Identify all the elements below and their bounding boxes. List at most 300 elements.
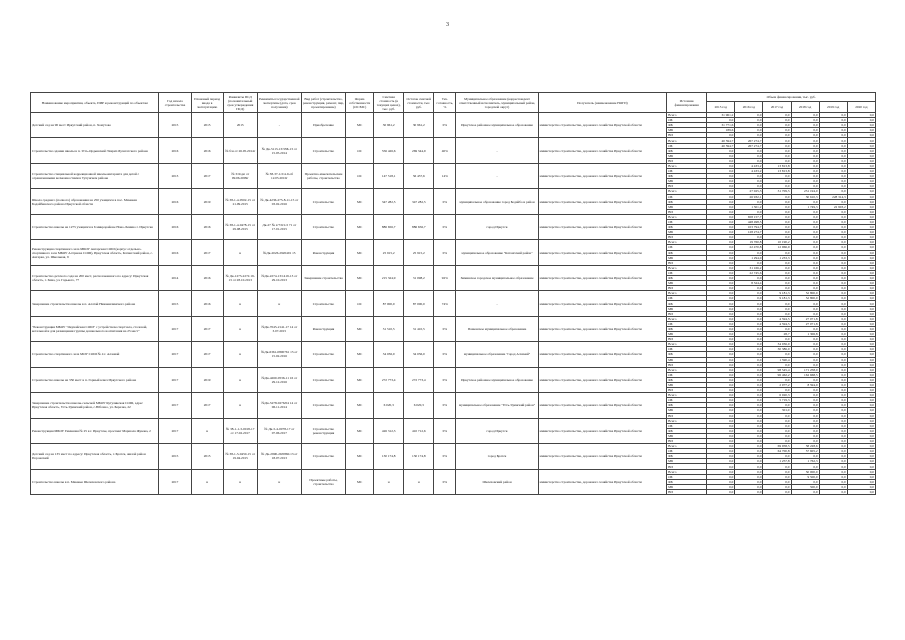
estimate-cost: 6 020,3 [374,393,404,418]
amount-cell: 0,0 [819,357,847,362]
remaining-cost: 347 282,5 [404,189,434,214]
amount-cell: 30 386,0 [763,347,791,352]
amount-cell: 171 258,0 [791,367,819,372]
amount-cell: 0,0 [791,464,819,469]
amount-cell: 0,0 [791,377,819,382]
funding-source: ВИ [667,311,707,316]
psd-details: н [223,240,257,265]
remaining-cost: 56 437,6 [404,163,434,188]
expertise-details: №Дк-6361-0800761 15 от 15.02.2016 [257,342,301,367]
municipality: город Иркутск [456,418,538,443]
municipality: город Братск [456,444,538,469]
amount-cell: 0,0 [791,169,819,174]
amount-cell: 0,0 [791,403,819,408]
remaining-cost: 34 036,0 [404,342,434,367]
amount-cell: 0,0 [735,408,763,413]
psd-details: № Дк-1275-2274 19-13 от 28.10.2013 [223,265,257,290]
plan-year: 2016 [191,265,223,290]
psd-details: № 38-1-1-3-0018-17 от 17.02.2017 [223,418,257,443]
amount-cell: 0,0 [707,281,735,286]
amount-cell: 13 813,8 [763,163,791,168]
header-year: 2018 год [791,102,819,113]
amount-cell: 0,0 [707,408,735,413]
amount-cell: 0,0 [791,179,819,184]
psd-details: 2015 [223,113,257,138]
amount-cell: 0,0 [735,469,763,474]
amount-cell: 0,0 [707,418,735,423]
funding-source: ВИ [667,158,707,163]
amount-cell: 0,0 [791,311,819,316]
amount-cell: 0,0 [735,301,763,306]
municipality: муниципальное образование "Усть-Удинский район" [456,393,538,418]
remaining-cost: 31 410,5 [404,316,434,341]
amount-cell: 0,0 [791,143,819,148]
funding-source: Всего [667,316,707,321]
table-body [31,113,876,495]
funding-source: ВИ [667,439,707,444]
amount-cell: 0,0 [735,174,763,179]
amount-cell: 0,0 [847,296,875,301]
amount-cell: 0,0 [847,332,875,337]
municipality: муниципальное образование "город Алзамай" [456,342,538,367]
amount-cell: 0,0 [763,265,791,270]
funding-source: МБ [667,484,707,489]
amount-cell: 31 166,2 [735,265,763,270]
amount-cell: 0,0 [791,225,819,230]
funding-source: ВИ [667,184,707,189]
psd-details: н [223,393,257,418]
amount-cell: 0,0 [763,184,791,189]
funding-source: ВИ [667,209,707,214]
amount-cell: 0,0 [847,459,875,464]
customer: министерство строительства, дорожного хозяйства Иркутской области [538,265,666,290]
amount-cell: 0,0 [819,382,847,387]
ownership: МС [346,214,374,239]
amount-cell: 0,0 [763,123,791,128]
header-approval: Реквизиты государственной экспертизы (дата, срок получения) [257,93,301,113]
amount-cell: 0,0 [735,209,763,214]
municipality: Иркутское районное муниципальное образование [456,113,538,138]
amount-cell: 0,0 [707,199,735,204]
municipality: город Иркутск [456,214,538,239]
amount-cell: 0,0 [735,474,763,479]
estimate-cost: 556 426,6 [374,138,404,163]
plan-year: 2015 [191,444,223,469]
amount-cell: 0,0 [847,362,875,367]
work-type: Проектные работы, строительство [301,469,345,494]
amount-cell: 0,0 [707,413,735,418]
amount-cell: 0,0 [819,454,847,459]
project-name: Реконструкция МБОУ Гимназия № 25 в г. Иркутске, проспект Маршала Жукова, 2 [31,418,159,443]
amount-cell: 0,0 [791,184,819,189]
amount-cell: 0,0 [763,423,791,428]
amount-cell: 0,0 [735,148,763,153]
header-cost: Остаток сметной стоимости, тыс. руб. [404,93,434,113]
amount-cell: 0,0 [763,337,791,342]
amount-cell: 0,0 [791,133,819,138]
amount-cell: 58 228,6 [791,444,819,449]
amount-cell: 0,0 [847,174,875,179]
amount-cell: 0,0 [847,347,875,352]
amount-cell: 0,0 [847,194,875,199]
funding-source: ОБ [667,118,707,123]
amount-cell: 0,0 [763,174,791,179]
amount-cell: 0,0 [819,403,847,408]
ownership: МС [346,240,374,265]
amount-cell: 27 071,8 [791,316,819,321]
funding-source: ФБ [667,326,707,331]
amount-cell: 0,0 [791,255,819,260]
amount-cell: 0,0 [819,291,847,296]
start-year: 2015 [159,291,191,316]
start-year: 2016 [159,214,191,239]
amount-cell: 0,0 [819,270,847,275]
amount-cell: 0,0 [735,118,763,123]
funding-source: ФБ [667,148,707,153]
amount-cell: 40 594,7 [707,143,735,148]
amount-cell: 0,0 [735,316,763,321]
municipality: Зиминское городское муниципальное образование [456,265,538,290]
work-type: Приобретение [301,113,345,138]
amount-cell: 658 157,7 [735,214,763,219]
amount-cell: 0,0 [735,428,763,433]
psd-details: № 319-рп от 09.06.2009г [223,163,257,188]
expertise-details: н [257,291,301,316]
project-name: Строительство школы в п. Макавее Шелеховского района [31,469,159,494]
amount-cell: 0,0 [847,219,875,224]
amount-cell: 9 181,3 [763,296,791,301]
estimate-cost: 34 036,0 [374,342,404,367]
plan-year: 2017 [191,342,223,367]
psd-details: № 38-1-5-0450-15 от 19.04.2015 [223,444,257,469]
readiness: 14% [434,163,456,188]
expertise-details: №Дк-4260-0536-11 16 от 29.12.2016 [257,367,301,392]
amount-cell: 0,0 [847,286,875,291]
amount-cell: 0,0 [791,148,819,153]
funding-source: Всего [667,393,707,398]
amount-cell: 0,0 [819,123,847,128]
readiness: 0% [434,316,456,341]
amount-cell: 0,0 [735,398,763,403]
work-type: Строительство [301,138,345,163]
amount-cell: 0,0 [735,418,763,423]
amount-cell: 31 709,5 [763,189,791,194]
amount-cell: 0,0 [819,372,847,377]
funding-source: ФБ [667,225,707,230]
amount-cell: 0,0 [847,382,875,387]
amount-cell: 31 961,2 [707,113,735,118]
amount-cell: 0,0 [707,296,735,301]
amount-cell: 0,0 [791,260,819,265]
amount-cell: 0,0 [763,209,791,214]
amount-cell: 50 000,0 [791,469,819,474]
amount-cell: 0,0 [735,179,763,184]
amount-cell: 0,0 [847,367,875,372]
ownership: МС [346,189,374,214]
amount-cell: 0,0 [735,352,763,357]
amount-cell: 0,0 [763,281,791,286]
amount-cell: 0,0 [735,184,763,189]
amount-cell: 0,0 [791,342,819,347]
customer: министерство строительства, дорожного хозяйства Иркутской области [538,240,666,265]
amount-cell: 0,0 [707,428,735,433]
ownership: МС [346,316,374,341]
amount-cell: 0,0 [791,423,819,428]
amount-cell: 52 800,0 [791,296,819,301]
amount-cell: 0,0 [735,382,763,387]
ownership: ОС [346,291,374,316]
amount-cell: 0,0 [847,377,875,382]
funding-source: МБ [667,433,707,438]
customer: министерство строительства, дорожного хозяйства Иркутской области [538,367,666,392]
amount-cell: 0,0 [819,240,847,245]
amount-cell: 0,0 [819,408,847,413]
amount-cell: 0,0 [707,454,735,459]
amount-cell: 0,0 [819,418,847,423]
amount-cell: 0,0 [707,311,735,316]
amount-cell: 0,0 [707,255,735,260]
amount-cell: 0,0 [707,337,735,342]
page-number: 3 [446,22,449,28]
amount-cell: 0,0 [707,484,735,489]
amount-cell: 0,0 [819,276,847,281]
amount-cell: 0,0 [847,118,875,123]
amount-cell: 0,0 [763,479,791,484]
amount-cell: 12 966,9 [763,245,791,250]
amount-cell: 0,0 [735,276,763,281]
funding-source: Всего [667,138,707,143]
amount-cell: 0,0 [735,388,763,393]
funding-source: ФБ [667,377,707,382]
amount-cell: 0,0 [847,464,875,469]
funding-source: Всего [667,240,707,245]
work-type: Строительство [301,393,345,418]
amount-cell: 0,0 [819,138,847,143]
amount-cell: 0,0 [847,439,875,444]
amount-cell: 0,0 [735,332,763,337]
amount-cell: 0,0 [735,342,763,347]
plan-year: 2017 [191,163,223,188]
amount-cell: 0,0 [763,413,791,418]
amount-cell: 0,0 [819,245,847,250]
remaining-cost: н [404,469,434,494]
amount-cell: 0,0 [735,413,763,418]
start-year: 2017 [159,367,191,392]
start-year: 2014 [159,265,191,290]
amount-cell: 0,0 [819,433,847,438]
amount-cell: 0,0 [847,265,875,270]
amount-cell: 0,0 [819,484,847,489]
amount-cell: 0,0 [847,408,875,413]
amount-cell: 0,0 [819,214,847,219]
amount-cell: 448 498,5 [735,219,763,224]
amount-cell: 301,0 [763,408,791,413]
customer: министерство строительства, дорожного хозяйства Иркутской области [538,189,666,214]
amount-cell: 0,0 [847,276,875,281]
amount-cell: 0,0 [735,286,763,291]
project-name: Строительство школы на 350 мест в п. Горный ключ Иркутского района [31,367,159,392]
amount-cell: 0,0 [707,189,735,194]
estimate-cost: 25 915,2 [374,240,404,265]
customer: министерство строительства, дорожного хозяйства Иркутской области [538,163,666,188]
work-type: Реконструкция [301,240,345,265]
amount-cell: 22 745,6 [735,270,763,275]
amount-cell: 0,0 [735,489,763,494]
funding-source: ФБ [667,199,707,204]
funding-source: Всего [667,418,707,423]
amount-cell: 52 800,0 [791,291,819,296]
table-row [31,138,876,143]
customer: министерство строительства, дорожного хозяйства Иркутской области [538,469,666,494]
amount-cell: 0,0 [763,118,791,123]
start-year: 2016 [159,240,191,265]
amount-cell: 0,0 [819,398,847,403]
amount-cell: 0,0 [707,306,735,311]
psd-details: № 38-1-4-0478-15 от 29.08.2015 [223,214,257,239]
project-name: Строительство специальной коррекционной школы-интерната для детей с ограниченными возможностями в Тулунском районе [31,163,159,188]
amount-cell: 0,0 [707,357,735,362]
expertise-details: Дк-27 № 2/7/6/1/2 71 от 17.01.2015 [257,214,301,239]
amount-cell: 0,0 [791,428,819,433]
amount-cell: 0,0 [847,311,875,316]
ownership: МС [346,367,374,392]
plan-year: 2019 [191,367,223,392]
amount-cell: 0,0 [791,326,819,331]
amount-cell: 30 610,3 [791,194,819,199]
project-name: Строительство спортивного зала МОУ СОШ № 4 г. Алзамай [31,342,159,367]
amount-cell: 228 314,3 [819,194,847,199]
amount-cell: 0,0 [791,352,819,357]
amount-cell: 162 668,5 [791,372,819,377]
amount-cell: 0,0 [791,214,819,219]
funding-source: МБ [667,408,707,413]
amount-cell: 0,0 [847,169,875,174]
amount-cell: 0,0 [791,235,819,240]
amount-cell: 0,0 [819,326,847,331]
amount-cell: 22 470,8 [735,245,763,250]
project-name: "Реконструкция МБОУ "Окунайская СОШ" с устройством спортзала, столовой, котельной и для размещения группы дошкольного воспитания на 25 мест" [31,316,159,341]
amount-cell: 0,0 [847,326,875,331]
amount-cell: 0,0 [819,428,847,433]
amount-cell: 0,0 [735,454,763,459]
estimate-cost: 426 312,3 [374,418,404,443]
amount-cell: 0,0 [735,433,763,438]
amount-cell: 0,0 [707,332,735,337]
amount-cell: 0,0 [707,362,735,367]
funding-source: МБ [667,204,707,209]
amount-cell: 0,0 [763,235,791,240]
amount-cell: 0,0 [819,352,847,357]
remaining-cost: 130 174,8 [404,444,434,469]
amount-cell: 0,0 [763,433,791,438]
start-year: 2017 [159,418,191,443]
header-work-type: Вид работ (строительство, реконструкция, ремонт, пир, проектирование) [301,93,345,113]
funding-source: ОБ [667,449,707,454]
funding-source: Всего [667,469,707,474]
amount-cell: 0,0 [763,225,791,230]
amount-cell: 0,0 [763,326,791,331]
amount-cell: 0,0 [763,194,791,199]
amount-cell: 0,0 [707,372,735,377]
amount-cell: 0,0 [735,128,763,133]
amount-cell: 0,0 [735,199,763,204]
amount-cell: 0,0 [847,321,875,326]
amount-cell: 0,0 [707,209,735,214]
amount-cell: 0,0 [707,398,735,403]
amount-cell: 0,0 [847,433,875,438]
amount-cell: 0,0 [707,169,735,174]
amount-cell: 0,0 [707,489,735,494]
amount-cell: 0,0 [707,265,735,270]
amount-cell: 0,0 [819,230,847,235]
funding-source: МБ [667,230,707,235]
funding-source: МБ [667,306,707,311]
amount-cell: 0,0 [763,418,791,423]
amount-cell: 0,0 [707,342,735,347]
funding-source: ФБ [667,250,707,255]
remaining-cost: 269 344,9 [404,138,434,163]
funding-source: Всего [667,163,707,168]
amount-cell: 0,0 [847,179,875,184]
amount-cell: 0,0 [707,423,735,428]
header-name: Наименование мероприятия, объекта, ПИР и реконструкций по объектам [31,93,159,113]
amount-cell: 0,0 [735,235,763,240]
amount-cell: 0,0 [707,219,735,224]
amount-cell: 0,0 [763,230,791,235]
amount-cell: 0,0 [791,245,819,250]
customer: министерство строительства, дорожного хозяйства Иркутской области [538,418,666,443]
amount-cell: 0,0 [819,367,847,372]
amount-cell: 0,0 [847,255,875,260]
amount-cell: 98 545,4 [763,367,791,372]
amount-cell: 500,0 [791,484,819,489]
project-name: Реконструкция спортивного зала МБОУ Ангарская СОШ (корпус отдельно-спортивного зала МБОУ Алтрнова СОШ), Иркутская область, Катангский район, с. Ангарка, ул. Школьная, 9 [31,240,159,265]
amount-cell: 0,0 [707,479,735,484]
funding-source: ВИ [667,337,707,342]
amount-cell: 0,0 [847,489,875,494]
amount-cell: 0,0 [819,332,847,337]
amount-cell: 1 762,3 [791,459,819,464]
amount-cell: 0,0 [735,321,763,326]
amount-cell: 0,0 [791,301,819,306]
amount-cell: 0,0 [791,163,819,168]
funding-source: ВИ [667,413,707,418]
estimate-cost: 347 282,5 [374,189,404,214]
amount-cell: 1 306,8 [791,332,819,337]
amount-cell: 0,0 [847,235,875,240]
header-readiness: Тех. готовность, % [434,93,456,113]
amount-cell: 0,0 [847,352,875,357]
amount-cell: 0,0 [791,281,819,286]
expertise-details: № Дк-2990-29/0860.13 от 18.07.2013 [257,444,301,469]
amount-cell: 0,0 [707,250,735,255]
municipality: - [456,291,538,316]
amount-cell: 0,0 [707,301,735,306]
amount-cell: 0,0 [847,199,875,204]
amount-cell: 34 036,0 [763,342,791,347]
start-year: 2017 [159,342,191,367]
plan-year: 2015 [191,113,223,138]
amount-cell: 4 433,2 [735,163,763,168]
amount-cell: 0,0 [735,439,763,444]
amount-cell: 267 274,7 [735,138,763,143]
customer: министерство строительства, дорожного хозяйства Иркутской области [538,342,666,367]
amount-cell: 0,0 [847,398,875,403]
header-source: Источник финансирования [667,93,707,113]
amount-cell: 0,0 [791,153,819,158]
amount-cell: 40 594,7 [707,138,735,143]
amount-cell: 0,0 [707,153,735,158]
